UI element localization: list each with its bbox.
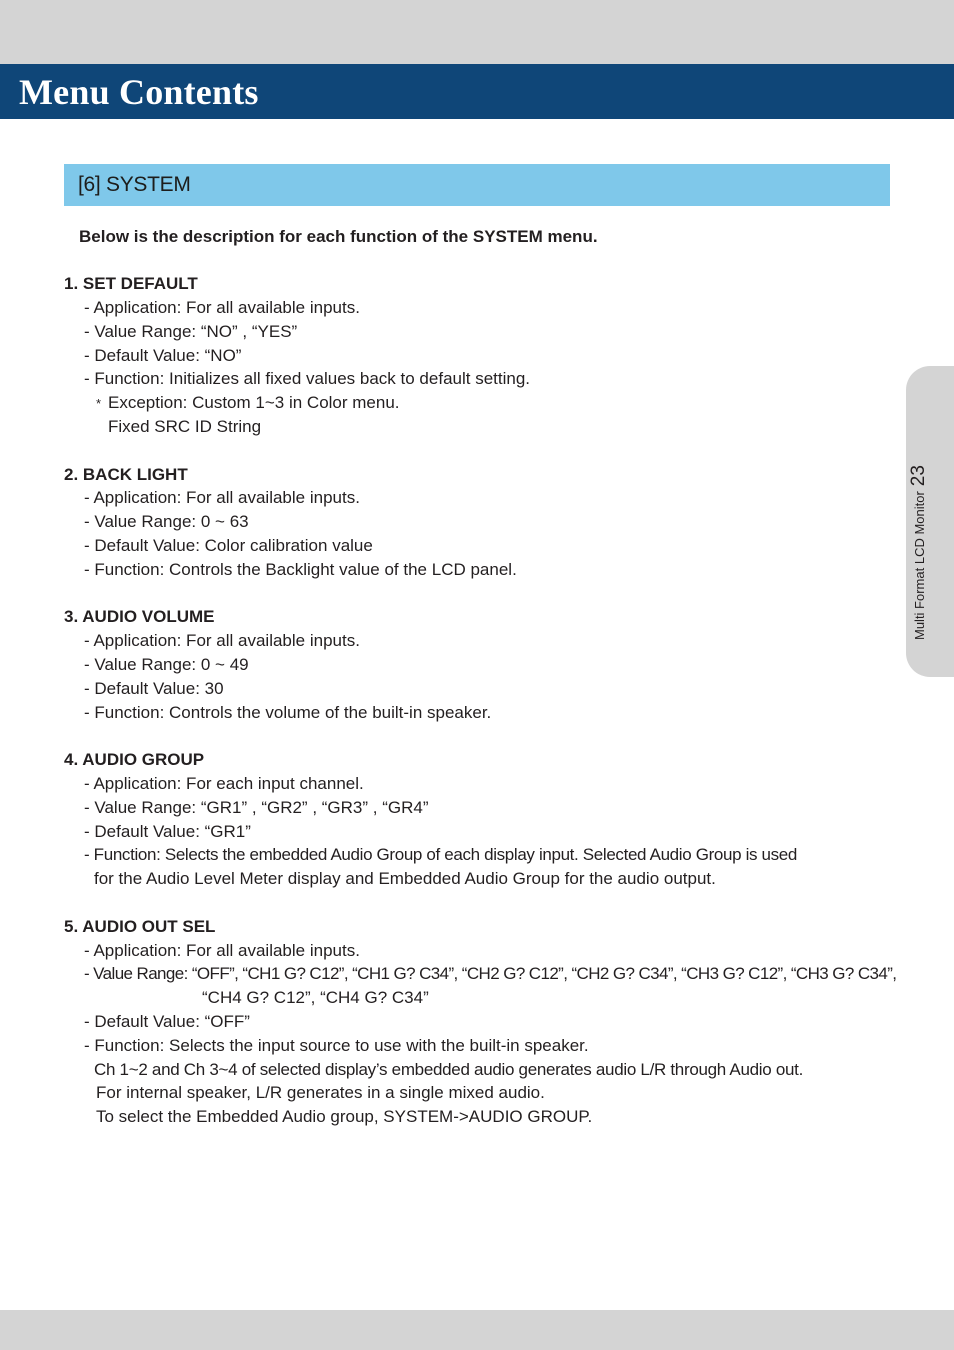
item-line: - Application: For all available inputs. [84,941,360,960]
item-line: - Application: For all available inputs. [84,298,360,317]
item-line: - Application: For each input channel. [84,774,364,793]
item-line: - Value Range: “GR1” , “GR2” , “GR3” , “GR4” [84,798,429,817]
item-heading-back-light: 2. BACK LIGHT [64,465,188,484]
item-heading-audio-volume: 3. AUDIO VOLUME [64,607,215,626]
item-note-text: Exception: Custom 1~3 in Color menu. [108,393,400,412]
item-line: - Value Range: “OFF”, “CH1 G? C12”, “CH1 G? C34”, “CH2 G? C12”, “CH2 G? C34”, “CH3 G? C12”, “CH3 G? C34”, [84,964,897,983]
item-heading-audio-group: 4. AUDIO GROUP [64,750,205,769]
item-line: - Value Range: 0 ~ 63 [84,512,249,531]
item-line: Fixed SRC ID String [108,417,262,436]
item-line: - Function: Selects the embedded Audio Group of each display input. Selected Audio Group is used [84,845,797,864]
item-line: - Function: Selects the input source to use with the built-in speaker. [84,1036,589,1055]
page-number: 23 [908,465,929,487]
asterisk-mark: * [96,396,102,411]
item-line: For internal speaker, L/R generates in a single mixed audio. [96,1083,545,1102]
item-heading-audio-out-sel: 5. AUDIO OUT SEL [64,917,216,936]
section-title: [6] SYSTEM [78,173,191,196]
item-line: Ch 1~2 and Ch 3~4 of selected display’s embedded audio generates audio L/R through Audio out. [94,1060,803,1079]
title-bar [0,64,954,119]
top-band [0,0,954,64]
side-label-text: Multi Format LCD Monitor [912,491,927,640]
item-line: - Default Value: Color calibration value [84,536,373,555]
item-line: - Default Value: “GR1” [84,822,251,841]
item-line: - Function: Initializes all fixed values back to default setting. [84,369,531,388]
item-line: - Function: Controls the Backlight value of the LCD panel. [84,560,517,579]
item-line: - Application: For all available inputs. [84,488,360,507]
item-heading-set-default: 1. SET DEFAULT [64,274,198,293]
intro-text: Below is the description for each function of the SYSTEM menu. [79,227,598,246]
item-line: - Value Range: 0 ~ 49 [84,655,249,674]
item-line: - Value Range: “NO” , “YES” [84,322,298,341]
item-line: - Function: Controls the volume of the built-in speaker. [84,703,492,722]
item-line: - Default Value: “NO” [84,346,242,365]
item-line: - Default Value: 30 [84,679,224,698]
item-line: - Default Value: “OFF” [84,1012,250,1031]
side-label [908,329,938,640]
item-note [96,393,400,414]
item-line: - Application: For all available inputs. [84,631,360,650]
item-line: “CH4 G? C12”, “CH4 G? C34” [202,988,429,1007]
section-header [64,164,890,206]
item-line: for the Audio Level Meter display and Embedded Audio Group for the audio output. [94,869,716,888]
bottom-band [0,1310,954,1350]
page-title: Menu Contents [19,72,259,112]
item-line: To select the Embedded Audio group, SYSTEM->AUDIO GROUP. [96,1107,593,1126]
